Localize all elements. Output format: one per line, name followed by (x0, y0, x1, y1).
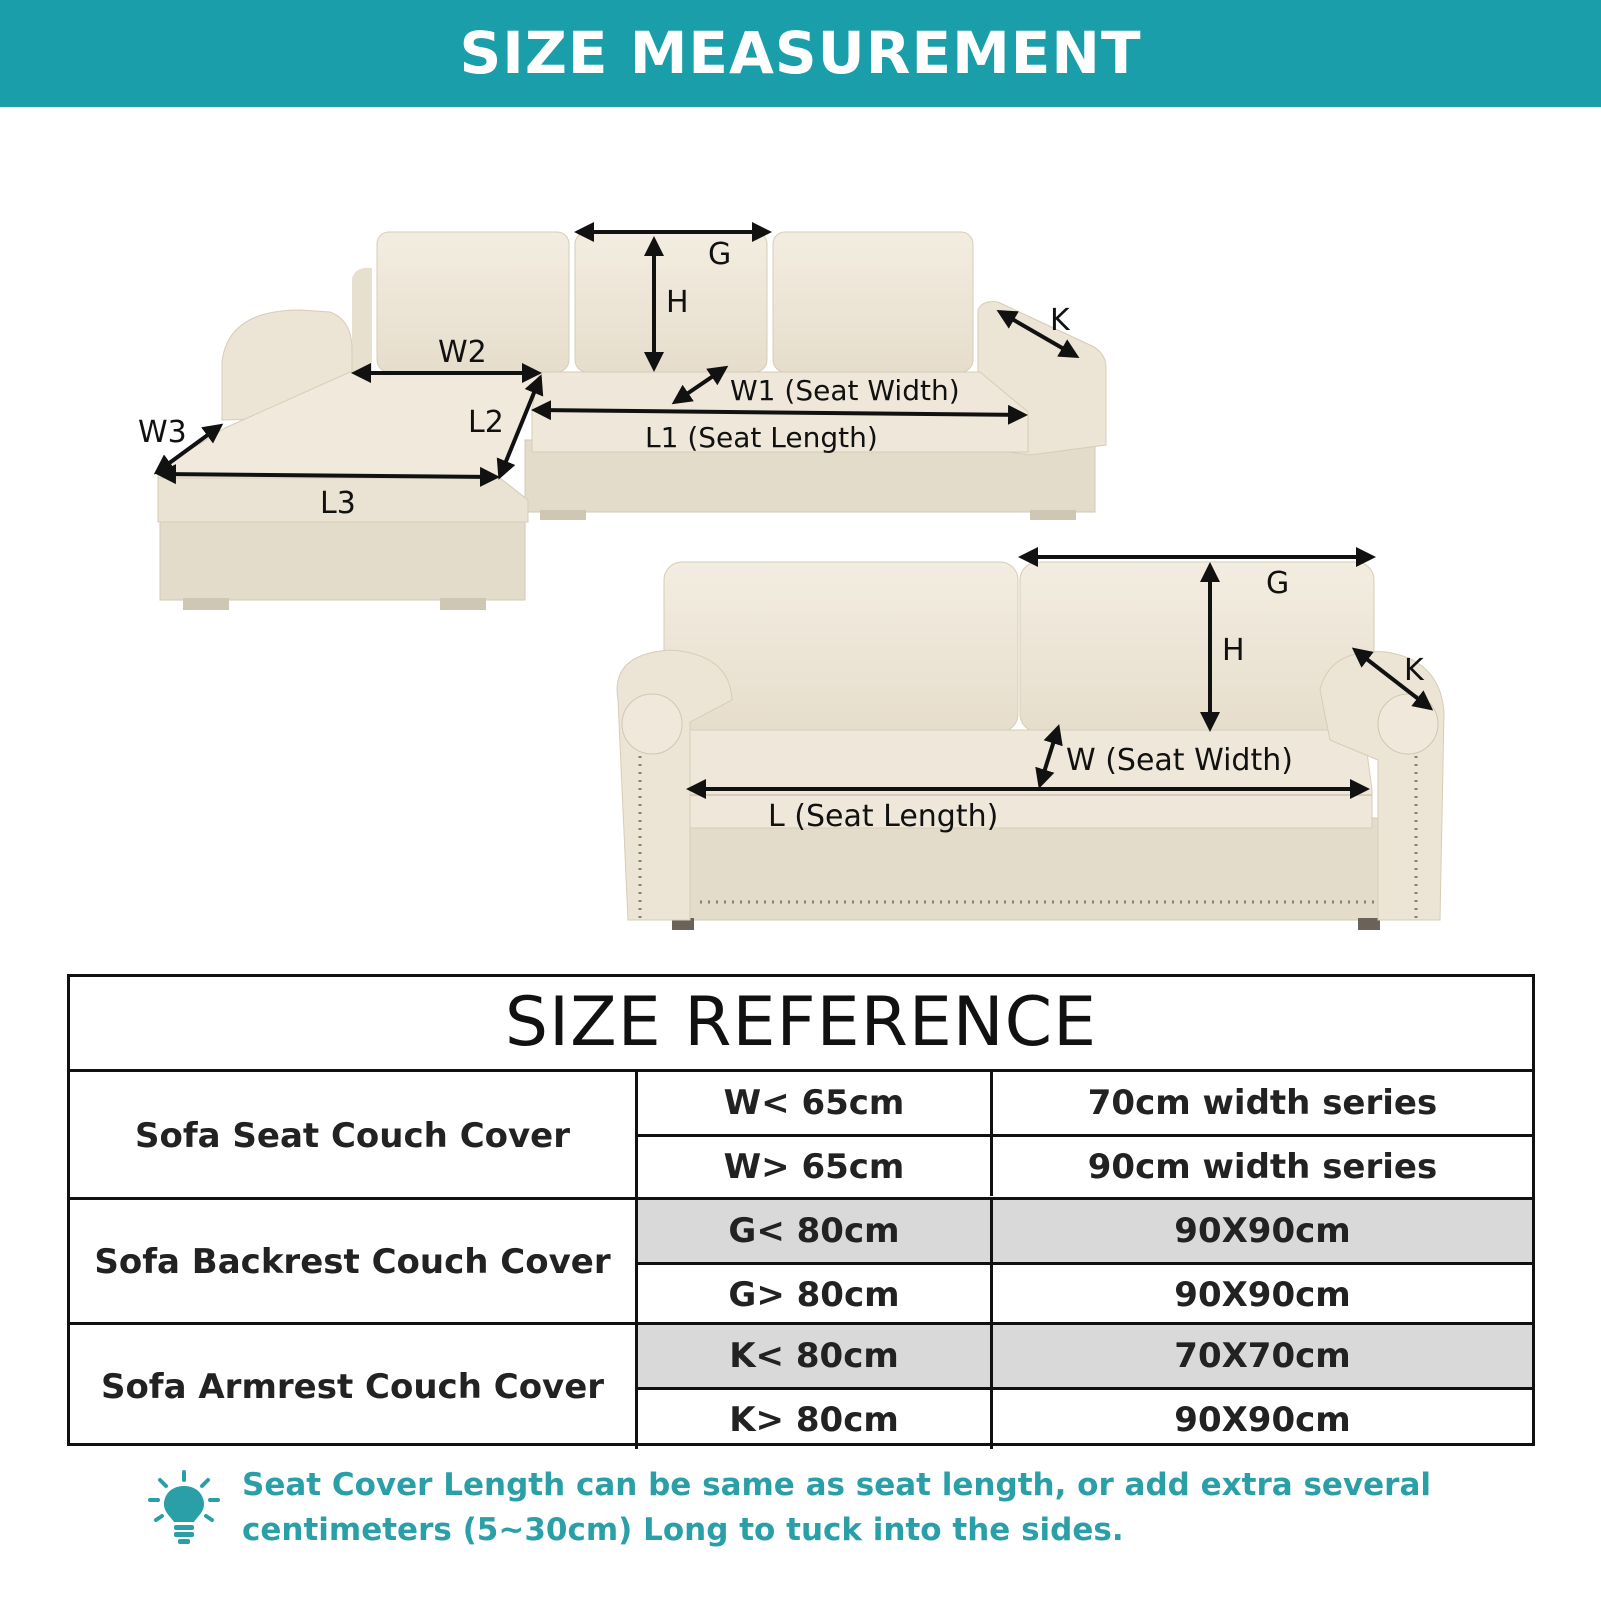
group-name: Sofa Backrest Couch Cover (70, 1200, 638, 1324)
table-row (638, 1072, 1532, 1134)
table-row (638, 1262, 1532, 1324)
condition-cell: W> 65cm (638, 1137, 993, 1196)
lightbulb-icon (148, 1470, 220, 1550)
table-group-backrest (70, 1197, 1532, 1324)
condition-cell: G> 80cm (638, 1265, 993, 1324)
value-cell: 70X70cm (1174, 1336, 1351, 1376)
tip-line-1: Seat Cover Length can be same as seat length, or add extra several (242, 1467, 1432, 1503)
label-sectional-k: K (1050, 303, 1070, 338)
sofa-measurement-diagram (0, 107, 1601, 947)
label-sectional-l2: L2 (468, 405, 504, 440)
label-sofa-g: G (1266, 566, 1290, 601)
label-sectional-w1: W1 (Seat Width) (730, 374, 960, 407)
value-cell: 90X90cm (1174, 1274, 1351, 1315)
value-cell: 70cm width series (1087, 1083, 1438, 1123)
table-row (638, 1325, 1532, 1387)
table-row (638, 1387, 1532, 1449)
value-cell: 90X90cm (1174, 1211, 1351, 1251)
group-name: Sofa Armrest Couch Cover (70, 1325, 638, 1449)
condition-cell: G< 80cm (638, 1200, 993, 1262)
tip-note (242, 1463, 1572, 1553)
condition-cell: W< 65cm (638, 1072, 993, 1134)
label-sectional-w3: W3 (138, 415, 187, 450)
table-group-armrest (70, 1322, 1532, 1449)
condition-cell: K< 80cm (638, 1325, 993, 1387)
table-row (638, 1134, 1532, 1196)
label-sofa-w: W (Seat Width) (1066, 743, 1293, 778)
table-row (638, 1200, 1532, 1262)
value-cell: 90X90cm (1174, 1399, 1351, 1440)
tip-line-2: centimeters (5~30cm) Long to tuck into the sides. (242, 1512, 1124, 1548)
value-cell: 90cm width series (1087, 1146, 1438, 1187)
label-sectional-l1: L1 (Seat Length) (645, 421, 878, 454)
label-sofa-l: L (Seat Length) (768, 799, 999, 834)
sectional-sofa-illustration (158, 232, 1106, 610)
label-sofa-k: K (1404, 653, 1424, 688)
table-group-seat (70, 1072, 1532, 1199)
label-sectional-l3: L3 (320, 486, 356, 521)
condition-cell: K> 80cm (638, 1390, 993, 1449)
label-sectional-g: G (708, 237, 732, 272)
label-sectional-w2: W2 (438, 335, 487, 370)
label-sofa-h: H (1222, 633, 1245, 668)
table-title: SIZE REFERENCE (70, 977, 1532, 1072)
size-reference-table (67, 974, 1535, 1446)
group-name: Sofa Seat Couch Cover (70, 1072, 638, 1199)
sofa-illustration (617, 562, 1444, 930)
page-title: SIZE MEASUREMENT (459, 19, 1142, 87)
label-sectional-h: H (666, 285, 689, 320)
